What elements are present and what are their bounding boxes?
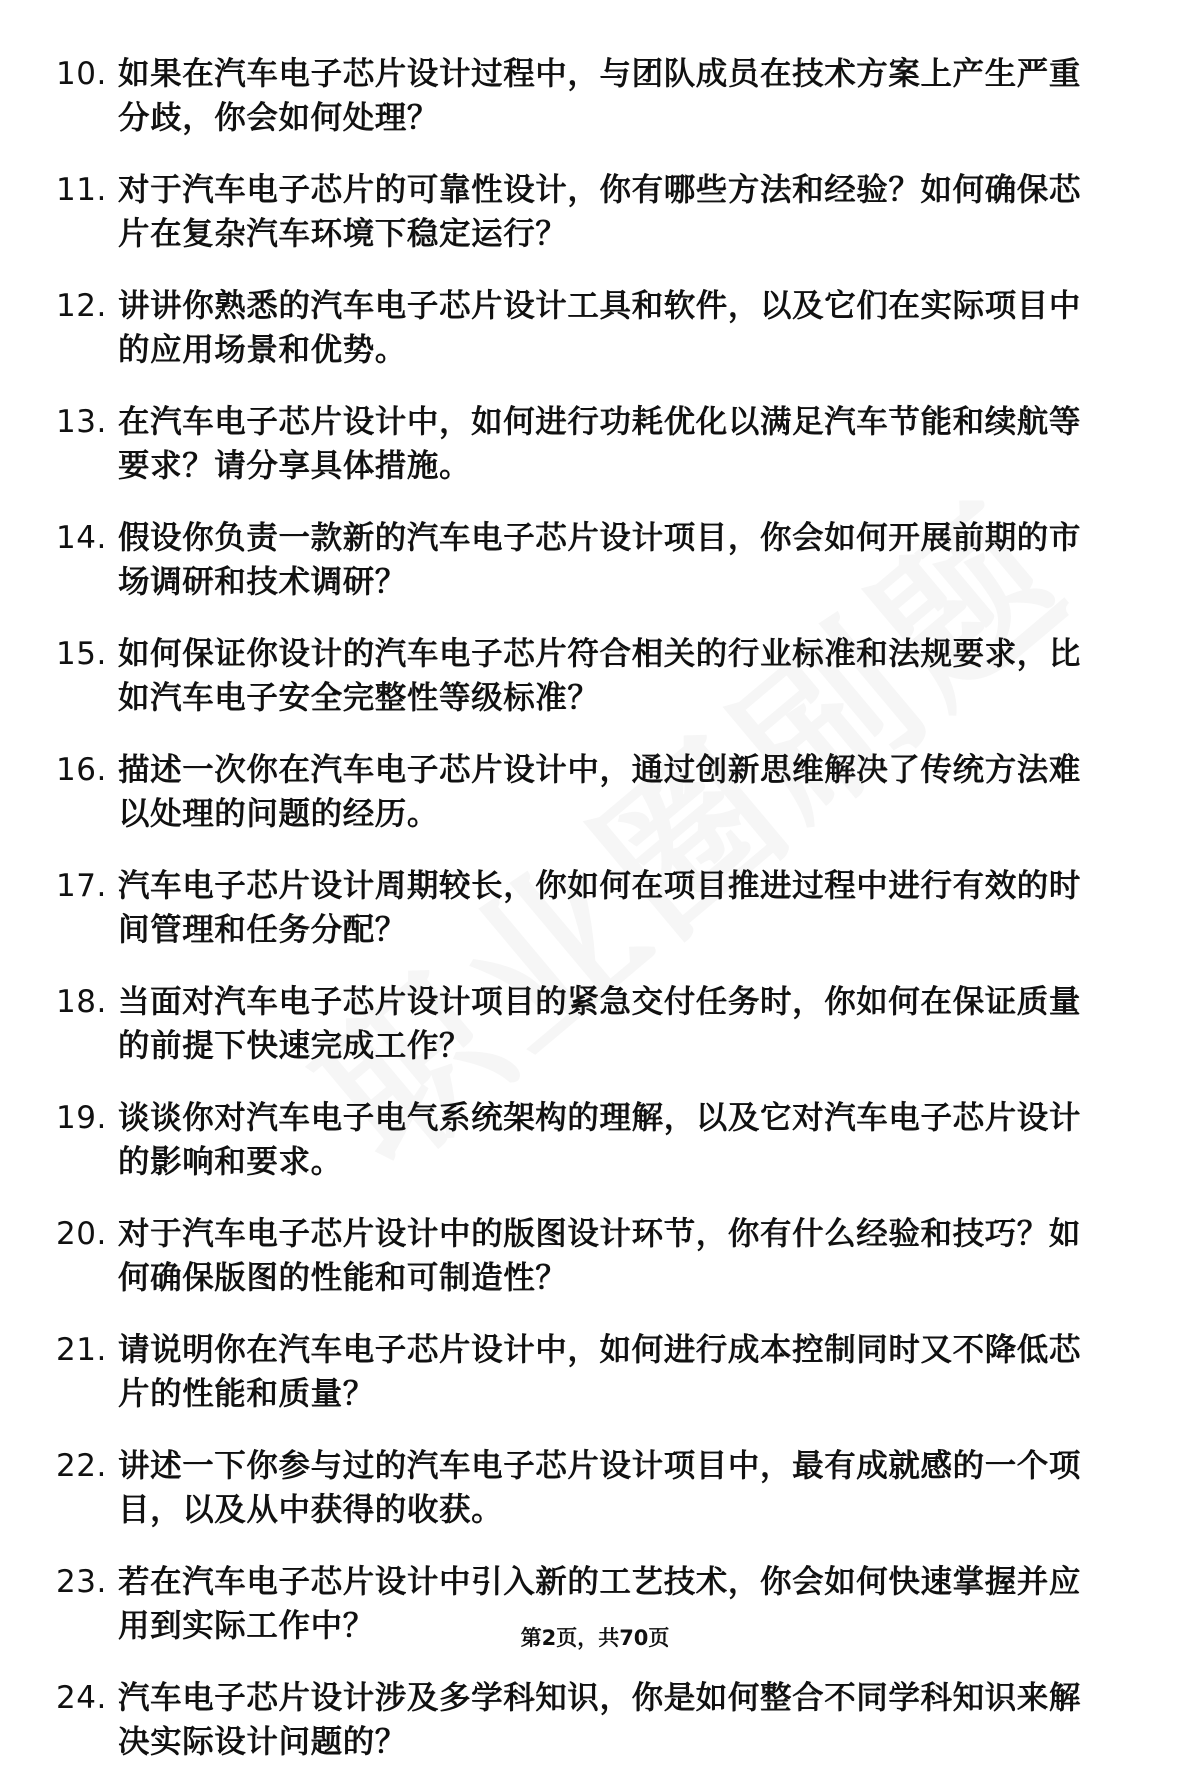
question-number: 16. (56, 752, 107, 788)
question-text: 讲述一下你参与过的汽车电子芯片设计项目中，最有成就感的一个项目，以及从中获得的收获。 (118, 1448, 1082, 1528)
question-number: 21. (56, 1332, 107, 1368)
question-item (56, 864, 1096, 952)
question-number: 10. (56, 56, 107, 92)
question-text: 讲讲你熟悉的汽车电子芯片设计工具和软件，以及它们在实际项目中的应用场景和优势。 (118, 288, 1082, 368)
question-item (56, 1212, 1096, 1300)
question-number: 20. (56, 1216, 107, 1252)
question-item (56, 748, 1096, 836)
question-text: 如果在汽车电子芯片设计过程中，与团队成员在技术方案上产生严重分歧，你会如何处理？ (118, 56, 1082, 136)
question-item (56, 1444, 1096, 1532)
question-number: 13. (56, 404, 107, 440)
question-number: 17. (56, 868, 107, 904)
question-item (56, 516, 1096, 604)
question-item (56, 168, 1096, 256)
page-number: 第2页，共70页 (520, 1626, 670, 1650)
question-number: 18. (56, 984, 107, 1020)
question-text: 若在汽车电子芯片设计中引入新的工艺技术，你会如何快速掌握并应用到实际工作中？ (118, 1564, 1082, 1644)
question-item (56, 1676, 1096, 1764)
question-text: 对于汽车电子芯片设计中的版图设计环节，你有什么经验和技巧？如何确保版图的性能和可制造性？ (118, 1216, 1082, 1296)
question-item (56, 1328, 1096, 1416)
question-number: 22. (56, 1448, 107, 1484)
question-number: 11. (56, 172, 107, 208)
question-item (56, 632, 1096, 720)
question-item (56, 52, 1096, 140)
question-item (56, 284, 1096, 372)
question-number: 15. (56, 636, 107, 672)
question-text: 对于汽车电子芯片的可靠性设计，你有哪些方法和经验？如何确保芯片在复杂汽车环境下稳定运行？ (118, 172, 1082, 252)
question-text: 如何保证你设计的汽车电子芯片符合相关的行业标准和法规要求，比如汽车电子安全完整性等级标准？ (118, 636, 1082, 716)
question-item (56, 1096, 1096, 1184)
question-list (56, 52, 1096, 1792)
question-number: 24. (56, 1680, 107, 1716)
question-text: 请说明你在汽车电子芯片设计中，如何进行成本控制同时又不降低芯片的性能和质量？ (118, 1332, 1082, 1412)
question-item (56, 400, 1096, 488)
question-number: 14. (56, 520, 107, 556)
question-number: 19. (56, 1100, 107, 1136)
question-text: 汽车电子芯片设计周期较长，你如何在项目推进过程中进行有效的时间管理和任务分配？ (118, 868, 1082, 948)
question-text: 描述一次你在汽车电子芯片设计中，通过创新思维解决了传统方法难以处理的问题的经历。 (118, 752, 1082, 832)
question-item (56, 980, 1096, 1068)
question-text: 谈谈你对汽车电子电气系统架构的理解，以及它对汽车电子芯片设计的影响和要求。 (118, 1100, 1082, 1180)
question-text: 假设你负责一款新的汽车电子芯片设计项目，你会如何开展前期的市场调研和技术调研？ (118, 520, 1082, 600)
question-text: 在汽车电子芯片设计中，如何进行功耗优化以满足汽车节能和续航等要求？请分享具体措施。 (118, 404, 1082, 484)
question-text: 当面对汽车电子芯片设计项目的紧急交付任务时，你如何在保证质量的前提下快速完成工作？ (118, 984, 1082, 1064)
question-text: 汽车电子芯片设计涉及多学科知识，你是如何整合不同学科知识来解决实际设计问题的？ (118, 1680, 1082, 1760)
question-number: 12. (56, 288, 107, 324)
question-number: 23. (56, 1564, 107, 1600)
